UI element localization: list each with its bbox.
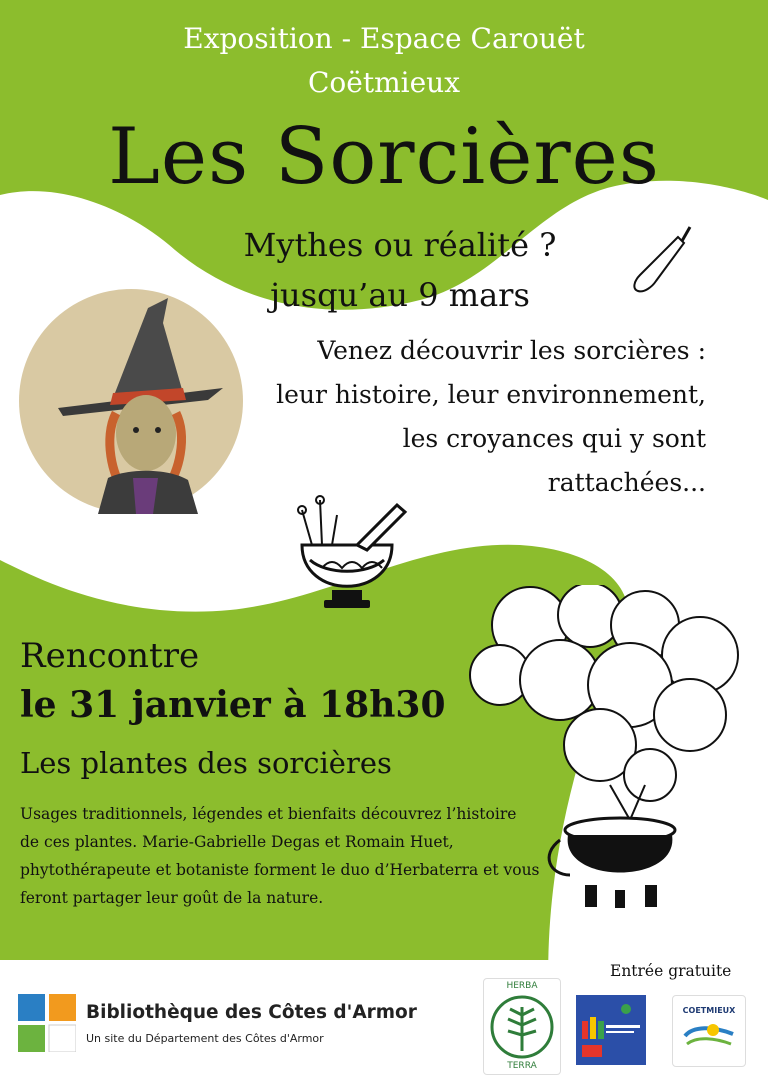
event-topic: Les plantes des sorcières xyxy=(20,746,392,780)
event-date: le 31 janvier à 18h30 xyxy=(20,684,446,726)
intro-line-2: leur histoire, leur environnement, xyxy=(276,380,706,409)
coetmieux-logo-text: COETMIEUX xyxy=(682,1006,736,1015)
event-description: Usages traditionnels, légendes et bienfaits découvrez l’histoire de ces plantes. Marie-Gabrielle Degas et Romain Huet, phytothérapeute et botaniste forment le duo d’Herbaterra et vous feront partager leur goût de la nature. xyxy=(20,805,540,907)
intro-line-1: Venez découvrir les sorcières : xyxy=(317,336,706,365)
herbaterra-logo xyxy=(483,978,561,1075)
library-logo-icon xyxy=(18,994,76,1052)
subtitle-line-2: jusqu’au 9 mars xyxy=(270,276,530,314)
page-title: Les Sorcières xyxy=(108,112,660,202)
intro-line-3: les croyances qui y sont xyxy=(402,424,706,453)
coetmieux-logo xyxy=(672,995,746,1067)
intro-line-4: rattachées... xyxy=(547,468,706,497)
herbaterra-top-text: HERBA xyxy=(506,981,538,991)
mortar-pestle-icon xyxy=(282,490,412,625)
witch-portrait-image xyxy=(18,288,244,514)
library-name: Bibliothèque des Côtes d'Armor xyxy=(86,1002,417,1023)
library-subtitle: Un site du Département des Côtes d'Armor xyxy=(86,1032,324,1045)
mediatheque-logo xyxy=(576,995,646,1065)
herbaterra-bottom-text: TERRA xyxy=(507,1061,537,1071)
header-line-1: Exposition - Espace Carouët xyxy=(183,22,585,55)
entree-gratuite: Entrée gratuite xyxy=(610,962,732,980)
subtitle-line-1: Mythes ou réalité ? xyxy=(243,226,557,264)
event-heading: Rencontre xyxy=(20,636,200,676)
header-line-2: Coëtmieux xyxy=(307,66,460,99)
